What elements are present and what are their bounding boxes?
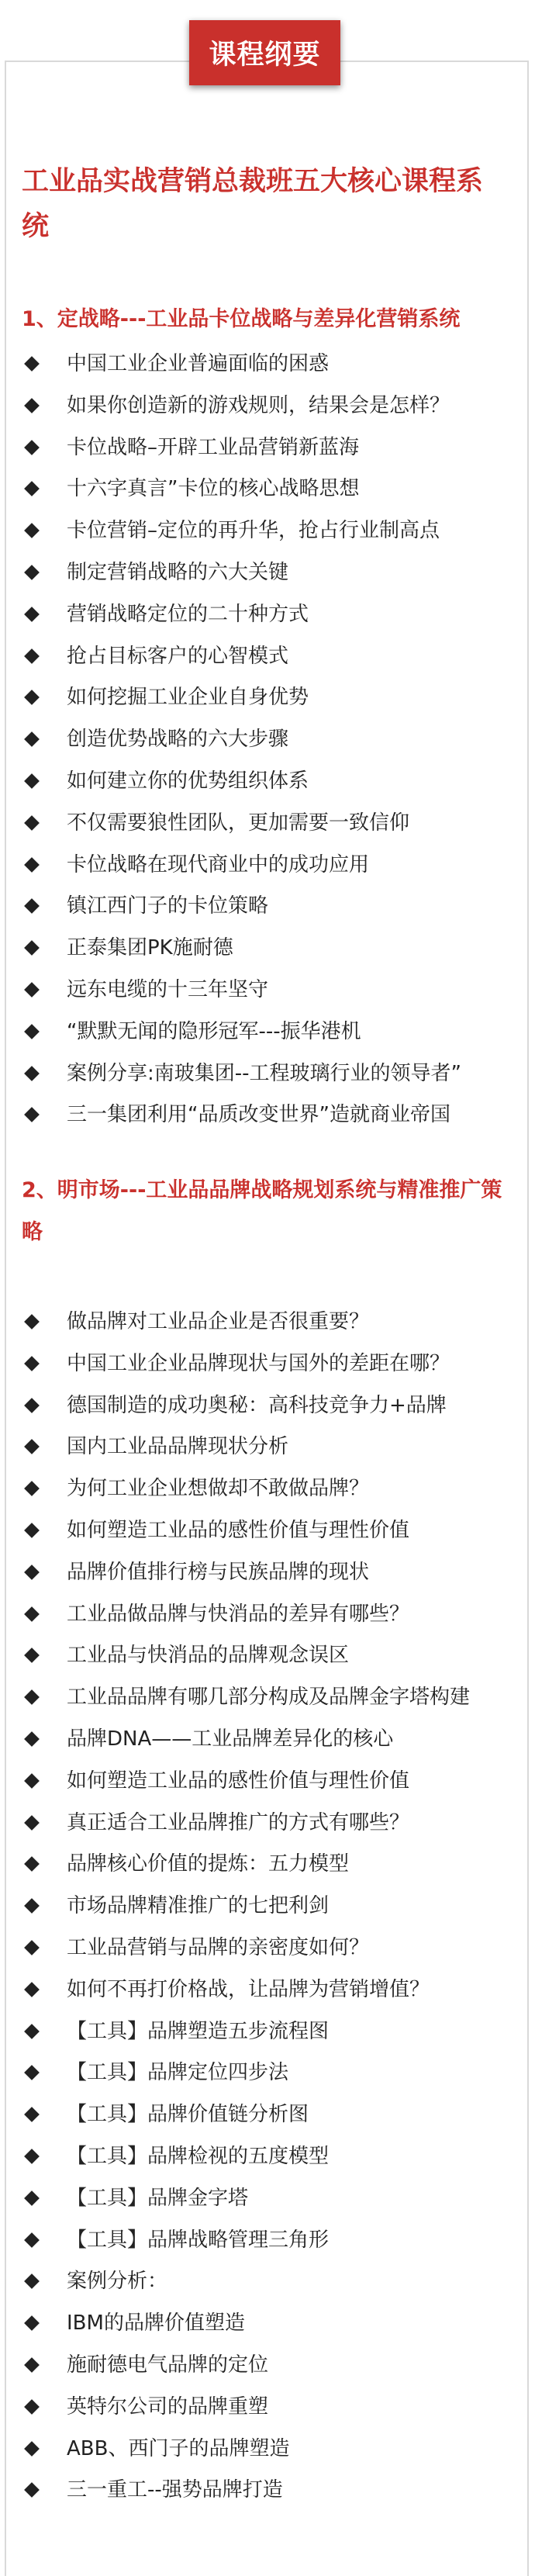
course-outline-badge: 课程纲要	[189, 20, 340, 85]
list-item	[22, 2220, 524, 2262]
list-item	[22, 1677, 524, 1719]
diamond-bullet-icon	[25, 357, 40, 372]
list-item	[22, 1928, 524, 1969]
list-item-text: 工业品营销与品牌的亲密度如何？	[67, 1935, 370, 1959]
list-item-text: 德国制造的成功奥秘：高科技竞争力+品牌	[67, 1393, 447, 1417]
list-item	[22, 2094, 524, 2136]
list-item-text: 创造优势战略的六大步骤	[67, 728, 289, 752]
list-item-text: 中国工业企业品牌现状与国外的差距在哪？	[67, 1351, 450, 1375]
list-item-text: 【工具】品牌定位四步法	[67, 2061, 289, 2085]
list-item	[22, 886, 524, 928]
diamond-bullet-icon	[25, 983, 40, 998]
list-item	[22, 1053, 524, 1095]
diamond-bullet-icon	[25, 732, 40, 748]
diamond-bullet-icon	[25, 941, 40, 956]
list-item-text: 制定营销战略的六大关键	[67, 560, 289, 584]
diamond-bullet-icon	[25, 1732, 40, 1748]
diamond-bullet-icon	[25, 774, 40, 790]
diamond-bullet-icon	[25, 2274, 40, 2290]
list-item-text: 如果你创造新的游戏规则，结果会是怎样？	[67, 393, 450, 417]
diamond-bullet-icon	[25, 2233, 40, 2249]
diamond-bullet-icon	[25, 441, 40, 456]
list-item-text: 工业品品牌有哪几部分构成及品牌金字塔构建	[67, 1686, 471, 1710]
list-item-text: 为何工业企业想做却不敢做品牌？	[67, 1477, 370, 1501]
diamond-bullet-icon	[25, 2442, 40, 2457]
list-item	[22, 344, 524, 386]
list-item	[22, 1719, 524, 1761]
diamond-bullet-icon	[25, 1067, 40, 1082]
list-item-text: 施耐德电气品牌的定位	[67, 2353, 269, 2377]
list-item	[22, 761, 524, 803]
list-item	[22, 970, 524, 1011]
diamond-bullet-icon	[25, 2191, 40, 2207]
list-item	[22, 2052, 524, 2094]
diamond-bullet-icon	[25, 899, 40, 915]
list-item	[22, 1385, 524, 1427]
list-item	[22, 2429, 524, 2471]
list-item-text: 三一重工--强势品牌打造	[67, 2478, 283, 2502]
diamond-bullet-icon	[25, 1108, 40, 1123]
list-item-text: 卡位战略在现代商业中的成功应用	[67, 852, 370, 877]
diamond-bullet-icon	[25, 2149, 40, 2165]
list-item-text: 正泰集团PK施耐德	[67, 936, 233, 960]
list-item	[22, 594, 524, 636]
list-item-text: 抢占目标客户的心智模式	[67, 644, 289, 668]
diamond-bullet-icon	[25, 1565, 40, 1581]
diamond-bullet-icon	[25, 1357, 40, 1372]
diamond-bullet-icon	[25, 1315, 40, 1330]
diamond-bullet-icon	[25, 1899, 40, 1914]
list-item-text: 国内工业品品牌现状分析	[67, 1435, 289, 1459]
list-item	[22, 1343, 524, 1385]
diamond-bullet-icon	[25, 1440, 40, 1455]
list-item-text: “默默无闻的隐形冠军---振华港机	[67, 1019, 361, 1043]
list-item-text: 不仅需要狼性团队，更加需要一致信仰	[67, 811, 410, 835]
section-title-2: 2、明市场---工业品品牌战略规划系统与精准推广策略	[22, 1178, 502, 1244]
list-item	[22, 1761, 524, 1803]
list-item	[22, 1969, 524, 2011]
list-item-text: 十六字真言”卡位的核心战略思想	[67, 477, 360, 501]
list-item	[22, 803, 524, 845]
list-item	[22, 1594, 524, 1636]
list-item-text: 做品牌对工业品企业是否很重要？	[67, 1310, 370, 1333]
list-item-text: 市场品牌精准推广的七把利剑	[67, 1894, 330, 1918]
diamond-bullet-icon	[25, 482, 40, 497]
diamond-bullet-icon	[25, 1690, 40, 1706]
diamond-bullet-icon	[25, 2066, 40, 2081]
list-item-text: 中国工业企业普遍面临的困惑	[67, 352, 330, 375]
list-item-text: 工业品与快消品的品牌观念误区	[67, 1644, 350, 1668]
list-item-text: 品牌价值排行榜与民族品牌的现状	[67, 1560, 370, 1584]
list-item-text: 如何建立你的优势组织体系	[67, 769, 309, 793]
list-item-text: 【工具】品牌价值链分析图	[67, 2103, 309, 2127]
list-item	[22, 1635, 524, 1677]
list-item	[22, 2303, 524, 2345]
diamond-bullet-icon	[25, 607, 40, 623]
list-item-text: 案例分析：	[67, 2270, 168, 2294]
list-item-text: 【工具】品牌塑造五步流程图	[67, 2019, 330, 2043]
list-item	[22, 636, 524, 678]
list-item-text: 案例分享:南玻集团--工程玻璃行业的领导者”	[67, 1061, 461, 1085]
list-item	[22, 1426, 524, 1468]
diamond-bullet-icon	[25, 524, 40, 539]
list-item	[22, 2345, 524, 2387]
list-item-text: 远东电缆的十三年坚守	[67, 977, 269, 1001]
section-1-list	[22, 344, 524, 1136]
list-item-text: ABB、西门子的品牌塑造	[67, 2436, 290, 2460]
diamond-bullet-icon	[25, 1399, 40, 1414]
diamond-bullet-icon	[25, 2107, 40, 2123]
list-item	[22, 2178, 524, 2220]
diamond-bullet-icon	[25, 816, 40, 832]
diamond-bullet-icon	[25, 1774, 40, 1789]
diamond-bullet-icon	[25, 1983, 40, 1998]
diamond-bullet-icon	[25, 1482, 40, 1497]
list-item	[22, 1094, 524, 1136]
list-item-text: IBM的品牌价值塑造	[67, 2311, 245, 2336]
list-item	[22, 2136, 524, 2178]
diamond-bullet-icon	[25, 690, 40, 706]
list-item	[22, 1886, 524, 1928]
list-item-text: 【工具】品牌金字塔	[67, 2186, 249, 2210]
list-item-text: 【工具】品牌检视的五度模型	[67, 2144, 330, 2168]
list-item	[22, 510, 524, 552]
diamond-bullet-icon	[25, 565, 40, 581]
diamond-bullet-icon	[25, 1941, 40, 1956]
list-item-text: 如何塑造工业品的感性价值与理性价值	[67, 1769, 410, 1793]
list-item	[22, 469, 524, 510]
list-item-text: 真正适合工业品牌推广的方式有哪些？	[67, 1810, 410, 1834]
diamond-bullet-icon	[25, 858, 40, 873]
diamond-bullet-icon	[25, 2358, 40, 2374]
diamond-bullet-icon	[25, 399, 40, 414]
diamond-bullet-icon	[25, 1523, 40, 1539]
list-item-text: 营销战略定位的二十种方式	[67, 602, 309, 626]
list-item-text: 卡位战略–开辟工业品营销新蓝海	[67, 435, 360, 459]
list-item-text: 如何塑造工业品的感性价值与理性价值	[67, 1518, 410, 1542]
list-item	[22, 2387, 524, 2429]
list-item-text: 【工具】品牌战略管理三角形	[67, 2228, 330, 2252]
diamond-bullet-icon	[25, 1607, 40, 1623]
list-item	[22, 1803, 524, 1845]
diamond-bullet-icon	[25, 1857, 40, 1872]
list-item	[22, 2011, 524, 2053]
list-item-text: 工业品做品牌与快消品的差异有哪些？	[67, 1602, 410, 1626]
diamond-bullet-icon	[25, 1648, 40, 1664]
list-item	[22, 719, 524, 761]
list-item-text: 卡位营销–定位的再升华，抢占行业制高点	[67, 519, 440, 543]
list-item	[22, 1510, 524, 1552]
page-title: 工业品实战营销总裁班五大核心课程系统	[22, 166, 484, 242]
list-item-text: 英特尔公司的品牌重塑	[67, 2394, 269, 2419]
diamond-bullet-icon	[25, 1816, 40, 1831]
list-item-text: 品牌核心价值的提炼：五力模型	[67, 1852, 350, 1876]
list-item	[22, 1844, 524, 1886]
list-item	[22, 677, 524, 719]
list-item	[22, 1552, 524, 1594]
list-item	[22, 1011, 524, 1053]
diamond-bullet-icon	[25, 2400, 40, 2415]
list-item-text: 如何挖掘工业企业自身优势	[67, 686, 309, 710]
list-item	[22, 552, 524, 594]
list-item	[22, 2261, 524, 2303]
list-item	[22, 928, 524, 970]
list-item-text: 三一集团利用“品质改变世界”造就商业帝国	[67, 1103, 450, 1127]
section-2-list	[22, 1302, 524, 2512]
list-item	[22, 845, 524, 887]
section-title-1: 1、定战略---工业品卡位战略与差异化营销系统	[22, 307, 461, 331]
list-item-text: 镇江西门子的卡位策略	[67, 894, 269, 918]
diamond-bullet-icon	[25, 1025, 40, 1040]
list-item-text: 如何不再打价格战，让品牌为营销增值？	[67, 1977, 430, 2001]
list-item	[22, 386, 524, 427]
diamond-bullet-icon	[25, 649, 40, 665]
diamond-bullet-icon	[25, 2316, 40, 2332]
list-item	[22, 1468, 524, 1510]
list-item	[22, 427, 524, 469]
list-item	[22, 2470, 524, 2512]
diamond-bullet-icon	[25, 2024, 40, 2040]
diamond-bullet-icon	[25, 2483, 40, 2498]
list-item	[22, 1302, 524, 1343]
list-item-text: 品牌DNA——工业品牌差异化的核心	[67, 1727, 394, 1751]
